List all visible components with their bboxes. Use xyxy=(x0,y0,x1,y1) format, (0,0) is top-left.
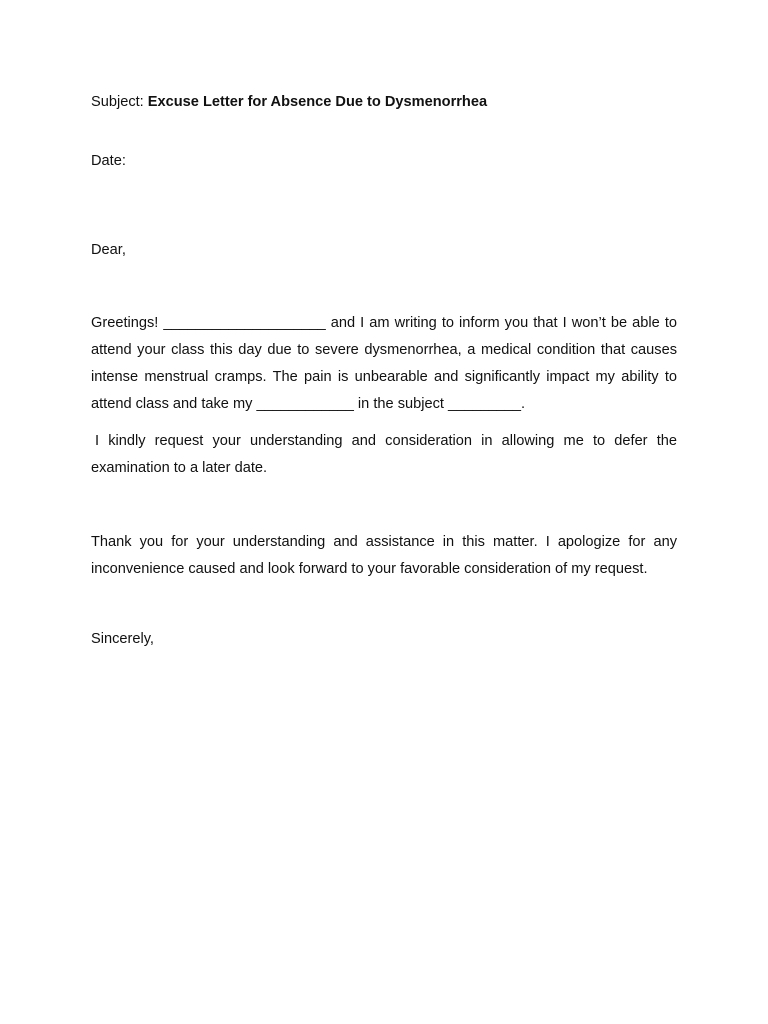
closing: Sincerely, xyxy=(91,631,154,647)
body-paragraph-2: I kindly request your understanding and consideration in allowing me to defer the examination to a later date. xyxy=(91,433,677,476)
subject-label: Subject: xyxy=(91,94,148,110)
subject-line xyxy=(91,92,677,112)
subject-title: Excuse Letter for Absence Due to Dysmenorrhea xyxy=(147,94,488,110)
date-line: Date: xyxy=(91,153,126,169)
body-paragraph-3: Thank you for your understanding and assistance in this matter. I apologize for any inconvenience caused and look forward to your favorable consideration of my request. xyxy=(91,534,677,577)
body-paragraph-1: Greetings! ____________________ and I am writing to inform you that I won’t be able to attend your class this day due to severe dysmenorrhea, a medical condition that causes intense menstrual cramps. The pain is unbearable and significantly impact my ability to attend class and take my ____________ in the subject _________. xyxy=(91,315,677,412)
salutation: Dear, xyxy=(91,242,126,258)
excuse-letter xyxy=(91,92,677,649)
